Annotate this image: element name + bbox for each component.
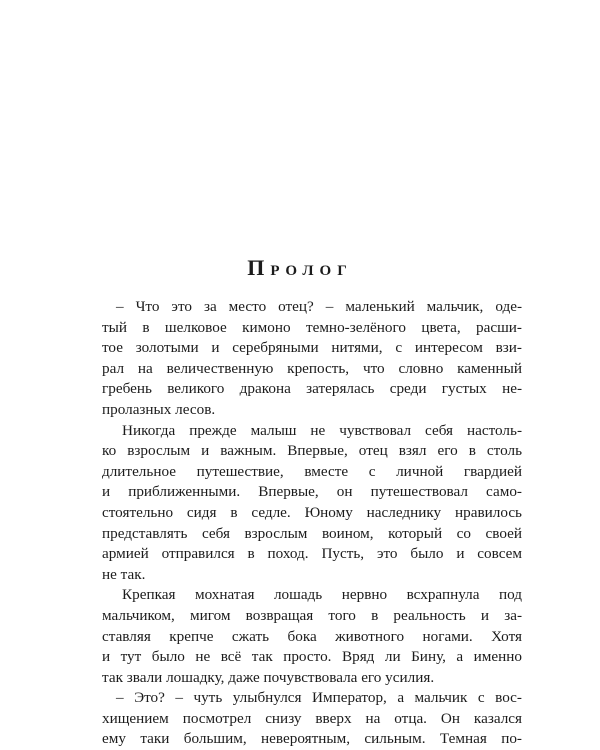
- text-line: ко взрослым и важным. Впервые, отец взял его в столь: [102, 442, 522, 460]
- text-line: армией отправился в поход. Пусть, это было и совсем: [102, 545, 522, 563]
- text-line: так звали лошадку, даже почувствовала его усилия.: [102, 668, 435, 686]
- text-line: ставляя крепче сжать бока животного ногами. Хотя: [102, 627, 522, 645]
- text-line: рал на величественную крепость, что словно каменный: [102, 359, 522, 377]
- text-line: пролазных лесов.: [102, 400, 216, 418]
- text-line: и приближенными. Впервые, он путешествовал само-: [102, 483, 522, 501]
- text-line: и тут было не всё так просто. Вряд ли Бину, а именно: [102, 648, 522, 666]
- text-line: Крепкая мохнатая лошадь нервно всхрапнула под: [122, 586, 522, 604]
- text-line: тое золотыми и серебряными нитями, с интересом взи-: [102, 339, 522, 357]
- text-line: представлять себя взрослым воином, который со своей: [102, 524, 522, 542]
- text-line: гребень великого дракона затерялась среди густых не-: [102, 380, 522, 398]
- text-line: стоятельно сидя в седле. Юному наследнику нравилось: [102, 503, 522, 521]
- text-line: хищением посмотрел снизу вверх на отца. Он казался: [102, 709, 522, 727]
- text-line: не так.: [102, 565, 146, 583]
- text-line: длительное путешествие, вместе с личной гвардией: [102, 462, 522, 480]
- text-line: тый в шелковое кимоно темно-зелёного цвета, расши-: [102, 318, 522, 336]
- text-line: мальчиком, мигом возвращая того в реальность и за-: [102, 606, 522, 624]
- text-line: – Что это за место отец? – маленький мальчик, оде-: [116, 298, 522, 315]
- text-line: ему таки большим, невероятным, сильным. Темная по-: [102, 730, 522, 748]
- text-line: Никогда прежде малыш не чувствовал себя настоль-: [122, 421, 522, 439]
- text-line: – Это? – чуть улыбнулся Император, а мальчик с вос-: [116, 689, 522, 707]
- chapter-body: [102, 297, 522, 750]
- chapter-title: Пролог: [247, 255, 353, 280]
